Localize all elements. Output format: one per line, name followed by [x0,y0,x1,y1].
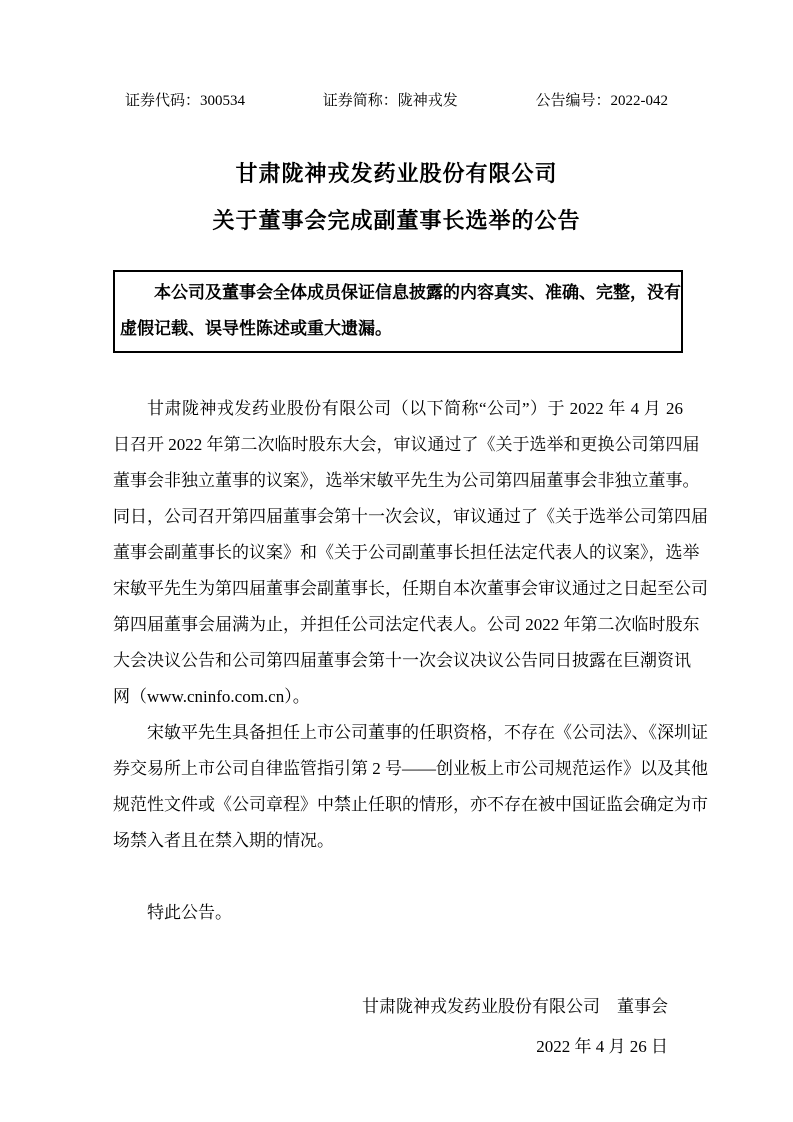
signature-company: 甘肃陇神戎发药业股份有限公司 董事会 [362,997,668,1016]
title-subject: 关于董事会完成副董事长选举的公告 [212,208,581,233]
body-line: 大会决议公告和公司第四届董事会第十一次会议决议公告同日披露在巨潮资讯 [113,651,691,670]
paragraph-2 [113,715,708,859]
body-line: 董事会副董事长的议案》和《关于公司副董事长担任法定代表人的议案》，选举 [113,543,700,562]
stock-name: 证券简称：陇神戎发 [322,93,458,109]
body-line: 宋敏平先生为第四届董事会副董事长，任期自本次董事会审议通过之日起至公司 [113,579,708,598]
body-line: 券交易所上市公司自律监管指引第 2 号——创业板上市公司规范运作》以及其他 [113,759,708,778]
title-company-name: 甘肃陇神戎发药业股份有限公司 [235,161,558,186]
announcement-number: 公告编号：2022-042 [535,93,668,109]
document-title [0,150,793,244]
body-line: 董事会非独立董事的议案》，选举宋敏平先生为公司第四届董事会非独立董事。 [113,471,700,490]
paragraph-1 [113,391,708,715]
body-line: 规范性文件或《公司章程》中禁止任职的情形，亦不存在被中国证监会确定为市 [113,795,708,814]
signature-date: 2022 年 4 月 26 日 [536,1037,668,1056]
body-line: 网（www.cninfo.com.cn）。 [113,687,310,706]
disclaimer-box [113,270,683,353]
body-line: 宋敏平先生具备担任上市公司董事的任职资格，不存在《公司法》、《深圳证 [147,723,708,742]
body-line: 场禁入者且在禁入期的情况。 [113,831,334,850]
body-line: 日召开 2022 年第二次临时股东大会，审议通过了《关于选举和更换公司第四届 [113,435,700,454]
body-line: 同日，公司召开第四届董事会第十一次会议，审议通过了《关于选举公司第四届 [113,507,708,526]
body-line: 甘肃陇神戎发药业股份有限公司（以下简称“公司”）于 2022 年 4 月 26 [147,399,683,418]
disclaimer-line: 虚假记载、误导性陈述或重大遗漏。 [120,319,392,338]
signature-block [0,987,793,1067]
disclaimer-line: 本公司及董事会全体成员保证信息披露的内容真实、准确、完整，没有 [154,283,681,302]
body-line: 第四届董事会届满为止，并担任公司法定代表人。公司 2022 年第二次临时股东 [113,615,700,634]
document-header [0,90,793,112]
closing-statement: 特此公告。 [147,903,232,922]
stock-code: 证券代码：300534 [125,93,246,109]
document-body [113,391,708,931]
